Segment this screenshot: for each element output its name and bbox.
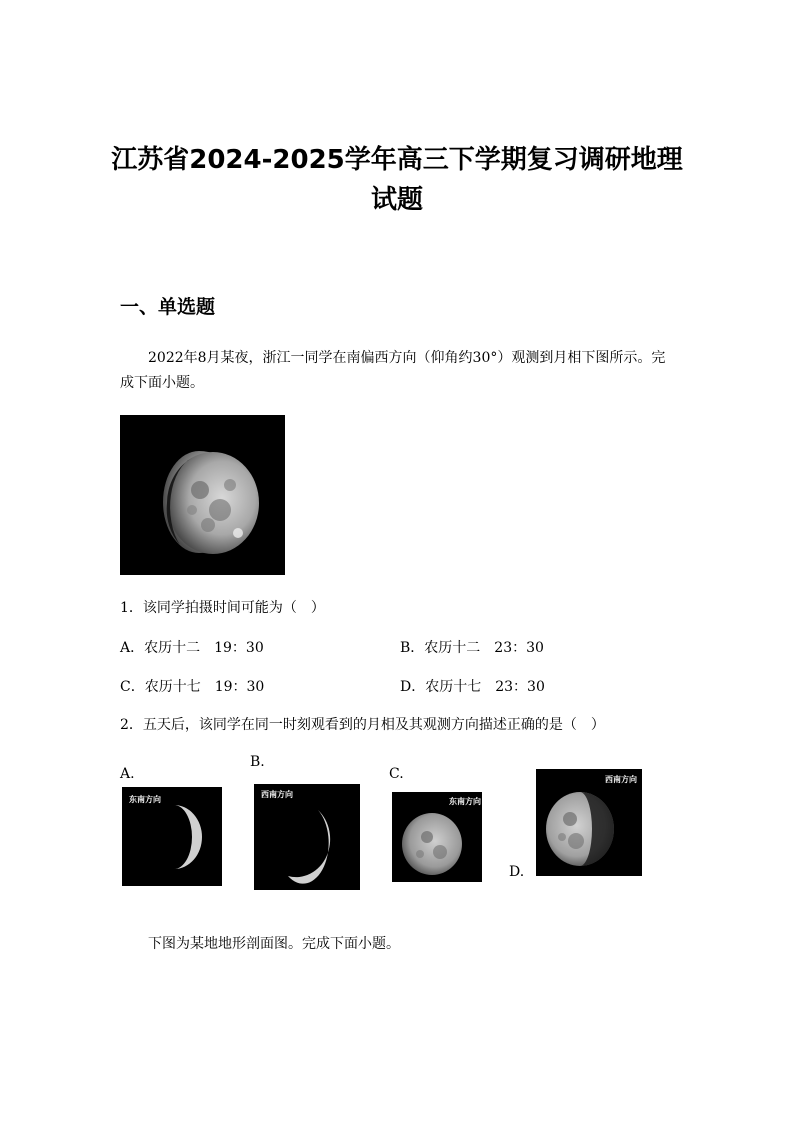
q2-option-b-image[interactable]	[254, 784, 360, 890]
q2-option-c-letter[interactable]: C.	[389, 766, 404, 782]
q2-option-d-image[interactable]	[536, 769, 642, 876]
q1-option-a[interactable]: A．农历十二 19：30	[120, 640, 264, 656]
q2-option-a-image[interactable]	[122, 787, 222, 886]
q2-option-a-letter[interactable]: A.	[120, 766, 135, 782]
page-title: 江苏省2024-2025学年高三下学期复习调研地理试题	[111, 145, 683, 215]
q2-option-c-direction: 东南方向	[449, 797, 481, 806]
next-intro: 下图为某地地形剖面图。完成下面小题。	[148, 936, 400, 952]
q2-option-b-letter[interactable]: B.	[250, 754, 265, 770]
q2-option-b-direction: 西南方向	[261, 790, 293, 799]
moon-photo	[120, 415, 285, 575]
section-heading: 一、单选题	[120, 296, 216, 318]
q2-option-d-direction: 西南方向	[605, 775, 637, 784]
question-2-stem: 2．五天后，该同学在同一时刻观看到的月相及其观测方向描述正确的是（ ）	[120, 717, 605, 733]
q1-option-d[interactable]: D．农历十七 23：30	[400, 679, 545, 695]
q2-option-a-direction: 东南方向	[129, 795, 161, 804]
q1-option-c[interactable]: C．农历十七 19：30	[120, 679, 265, 695]
intro-paragraph: 2022年8月某夜，浙江一同学在南偏西方向（仰角约30°）观测到月相下图所示。完成下面小题。	[120, 350, 666, 391]
q2-option-d-letter[interactable]: D.	[509, 864, 525, 880]
q1-option-b[interactable]: B．农历十二 23：30	[400, 640, 544, 656]
question-1-stem: 1．该同学拍摄时间可能为（ ）	[120, 600, 325, 616]
q2-option-c-image[interactable]	[392, 792, 482, 882]
